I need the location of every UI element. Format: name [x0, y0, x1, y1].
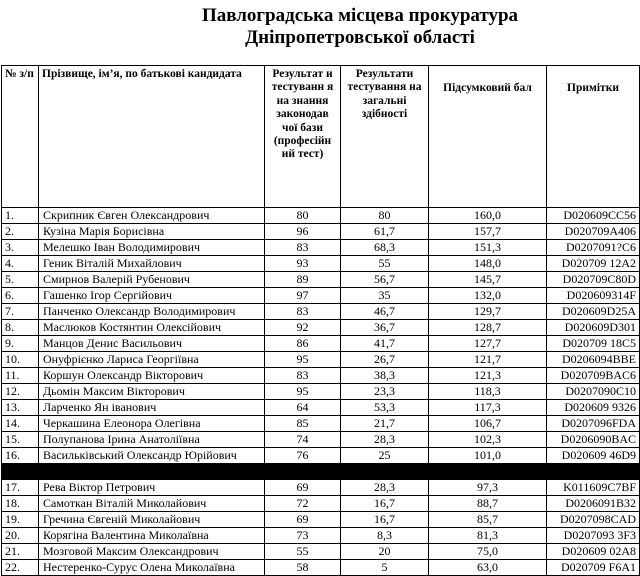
general-test-score: 61,7 — [341, 224, 429, 240]
total-score: 121,3 — [429, 368, 547, 384]
table-row — [2, 256, 640, 272]
total-score: 75,0 — [429, 543, 547, 559]
general-test-score: 68,3 — [341, 240, 429, 256]
general-test-score: 46,7 — [341, 304, 429, 320]
row-number: 18. — [2, 495, 39, 511]
row-number: 7. — [2, 304, 39, 320]
note-code: D020609D301 — [547, 320, 640, 336]
total-score: 85,7 — [429, 511, 547, 527]
note-code: D020709 12A2 — [547, 256, 640, 272]
candidate-name: Мозговой Максим Олександрович — [39, 543, 265, 559]
general-test-score: 38,3 — [341, 368, 429, 384]
law-test-score: 69 — [265, 479, 341, 495]
candidate-name: Рева Віктор Петрович — [39, 479, 265, 495]
table-row — [2, 336, 640, 352]
note-code: D0207091?C6 — [547, 240, 640, 256]
table-row — [2, 272, 640, 288]
note-code: D020709 18C5 — [547, 336, 640, 352]
candidate-name: Панченко Олександр Володимирович — [39, 304, 265, 320]
candidate-name: Полупанова Ірина Анатоліївна — [39, 432, 265, 448]
total-score: 88,7 — [429, 495, 547, 511]
total-score: 106,7 — [429, 416, 547, 432]
general-test-score: 35 — [341, 288, 429, 304]
header-name: Прізвище, ім’я, по батькові кандидата — [39, 66, 265, 208]
law-test-score: 97 — [265, 288, 341, 304]
law-test-score: 83 — [265, 304, 341, 320]
table-row — [2, 511, 640, 527]
note-code: D020609 9326 — [547, 400, 640, 416]
row-number: 13. — [2, 400, 39, 416]
table-row — [2, 479, 640, 495]
law-test-score: 95 — [265, 352, 341, 368]
table-row — [2, 224, 640, 240]
table-row — [2, 368, 640, 384]
candidate-name: Геник Віталій Михайлович — [39, 256, 265, 272]
law-test-score: 72 — [265, 495, 341, 511]
total-score: 127,7 — [429, 336, 547, 352]
total-score: 160,0 — [429, 208, 547, 224]
header-total: Підсумковий бал — [429, 66, 547, 208]
row-number: 4. — [2, 256, 39, 272]
row-number: 3. — [2, 240, 39, 256]
total-score: 101,0 — [429, 448, 547, 464]
total-score: 81,3 — [429, 527, 547, 543]
general-test-score: 25 — [341, 448, 429, 464]
header-number: № з/п — [2, 66, 39, 208]
total-score: 157,7 — [429, 224, 547, 240]
row-number: 1. — [2, 208, 39, 224]
total-score: 148,0 — [429, 256, 547, 272]
law-test-score: 89 — [265, 272, 341, 288]
law-test-score: 83 — [265, 368, 341, 384]
row-number: 6. — [2, 288, 39, 304]
candidate-name: Коршун Олександр Вікторович — [39, 368, 265, 384]
total-score: 118,3 — [429, 384, 547, 400]
row-number: 19. — [2, 511, 39, 527]
total-score: 63,0 — [429, 559, 547, 575]
general-test-score: 23,3 — [341, 384, 429, 400]
law-test-score: 58 — [265, 559, 341, 575]
candidate-name: Смирнов Валерій Рубенович — [39, 272, 265, 288]
table-row — [2, 304, 640, 320]
note-code: D020609 02A8 — [547, 543, 640, 559]
candidate-name: Гречина Євгеній Миколайович — [39, 511, 265, 527]
general-test-score: 16,7 — [341, 511, 429, 527]
candidate-name: Корягіна Валентина Миколаївна — [39, 527, 265, 543]
row-number: 12. — [2, 384, 39, 400]
table-row — [2, 208, 640, 224]
candidate-name: Васильківський Олександр Юрійович — [39, 448, 265, 464]
law-test-score: 55 — [265, 543, 341, 559]
law-test-score: 96 — [265, 224, 341, 240]
total-score: 128,7 — [429, 320, 547, 336]
general-test-score: 36,7 — [341, 320, 429, 336]
general-test-score: 53,3 — [341, 400, 429, 416]
note-code: D020609 46D9 — [547, 448, 640, 464]
total-score: 145,7 — [429, 272, 547, 288]
note-code: D020609CC56 — [547, 208, 640, 224]
row-number: 5. — [2, 272, 39, 288]
candidate-name: Гашенко Ігор Сергійович — [39, 288, 265, 304]
general-test-score: 16,7 — [341, 495, 429, 511]
row-number: 11. — [2, 368, 39, 384]
note-code: D0207090C10 — [547, 384, 640, 400]
row-number: 21. — [2, 543, 39, 559]
table-row — [2, 495, 640, 511]
row-number: 22. — [2, 559, 39, 575]
table-body-top — [2, 208, 640, 464]
total-score: 151,3 — [429, 240, 547, 256]
table-row — [2, 320, 640, 336]
note-code: D020609314F — [547, 288, 640, 304]
general-test-score: 41,7 — [341, 336, 429, 352]
general-test-score: 28,3 — [341, 432, 429, 448]
row-number: 20. — [2, 527, 39, 543]
law-test-score: 76 — [265, 448, 341, 464]
row-number: 8. — [2, 320, 39, 336]
candidate-name: Самоткан Віталій Миколайович — [39, 495, 265, 511]
separator — [2, 464, 640, 480]
note-code: D0206090BAC — [547, 432, 640, 448]
general-test-score: 21,7 — [341, 416, 429, 432]
general-test-score: 26,7 — [341, 352, 429, 368]
candidate-name: Скрипник Євген Олександрович — [39, 208, 265, 224]
row-number: 10. — [2, 352, 39, 368]
law-test-score: 92 — [265, 320, 341, 336]
note-code: D020709C80D — [547, 272, 640, 288]
candidate-name: Мелешко Іван Володимирович — [39, 240, 265, 256]
table-row — [2, 400, 640, 416]
law-test-score: 80 — [265, 208, 341, 224]
table-row — [2, 352, 640, 368]
row-number: 16. — [2, 448, 39, 464]
document-subtitle: Дніпропетровської області — [245, 27, 475, 48]
table-row — [2, 240, 640, 256]
total-score: 132,0 — [429, 288, 547, 304]
law-test-score: 83 — [265, 240, 341, 256]
total-score: 102,3 — [429, 432, 547, 448]
law-test-score: 74 — [265, 432, 341, 448]
note-code: D0207098CAD — [547, 511, 640, 527]
table-row — [2, 527, 640, 543]
candidate-name: Дьомін Максим Вікторович — [39, 384, 265, 400]
table-body-bottom — [2, 479, 640, 575]
note-code: K011609C7BF — [547, 479, 640, 495]
law-test-score: 69 — [265, 511, 341, 527]
row-number: 15. — [2, 432, 39, 448]
table-row — [2, 416, 640, 432]
note-code: D0206091B32 — [547, 495, 640, 511]
candidate-name: Ларченко Ян іванович — [39, 400, 265, 416]
general-test-score: 80 — [341, 208, 429, 224]
table-row — [2, 384, 640, 400]
total-score: 117,3 — [429, 400, 547, 416]
row-number: 2. — [2, 224, 39, 240]
separator-row — [2, 464, 640, 480]
general-test-score: 8,3 — [341, 527, 429, 543]
row-number: 9. — [2, 336, 39, 352]
table-row — [2, 543, 640, 559]
candidate-name: Маслюков Костянтин Олексійович — [39, 320, 265, 336]
candidate-name: Онуфрієнко Лариса Георгіївна — [39, 352, 265, 368]
law-test-score: 95 — [265, 384, 341, 400]
table-row — [2, 432, 640, 448]
candidate-name: Черкашина Елеонора Олегівна — [39, 416, 265, 432]
candidate-name: Манцов Денис Васильович — [39, 336, 265, 352]
total-score: 121,7 — [429, 352, 547, 368]
law-test-score: 86 — [265, 336, 341, 352]
general-test-score: 28,3 — [341, 479, 429, 495]
header-notes: Примітки — [547, 66, 640, 208]
header-law-test: Результат и тестуванн я на знання законодав чої бази (професійн ий тест) — [265, 66, 341, 208]
table-row — [2, 288, 640, 304]
header-general-test: Результати тестування на загальні здібності — [341, 66, 429, 208]
law-test-score: 85 — [265, 416, 341, 432]
candidate-name: Нестеренко-Сурус Олена Миколаївна — [39, 559, 265, 575]
law-test-score: 93 — [265, 256, 341, 272]
general-test-score: 5 — [341, 559, 429, 575]
general-test-score: 20 — [341, 543, 429, 559]
note-code: D0206094BBE — [547, 352, 640, 368]
total-score: 97,3 — [429, 479, 547, 495]
table-row — [2, 448, 640, 464]
total-score: 129,7 — [429, 304, 547, 320]
general-test-score: 56,7 — [341, 272, 429, 288]
note-code: D0207093 3F3 — [547, 527, 640, 543]
note-code: D020709 F6A1 — [547, 559, 640, 575]
candidate-name: Кузіна Марія Борисівна — [39, 224, 265, 240]
law-test-score: 73 — [265, 527, 341, 543]
row-number: 17. — [2, 479, 39, 495]
results-table — [1, 65, 640, 576]
note-code: D020709BAC6 — [547, 368, 640, 384]
note-code: D020609D25A — [547, 304, 640, 320]
law-test-score: 64 — [265, 400, 341, 416]
document-title: Павлоградська місцева прокуратура — [201, 5, 519, 26]
row-number: 14. — [2, 416, 39, 432]
general-test-score: 55 — [341, 256, 429, 272]
note-code: D0207096FDA — [547, 416, 640, 432]
table-row — [2, 559, 640, 575]
note-code: D020709A406 — [547, 224, 640, 240]
